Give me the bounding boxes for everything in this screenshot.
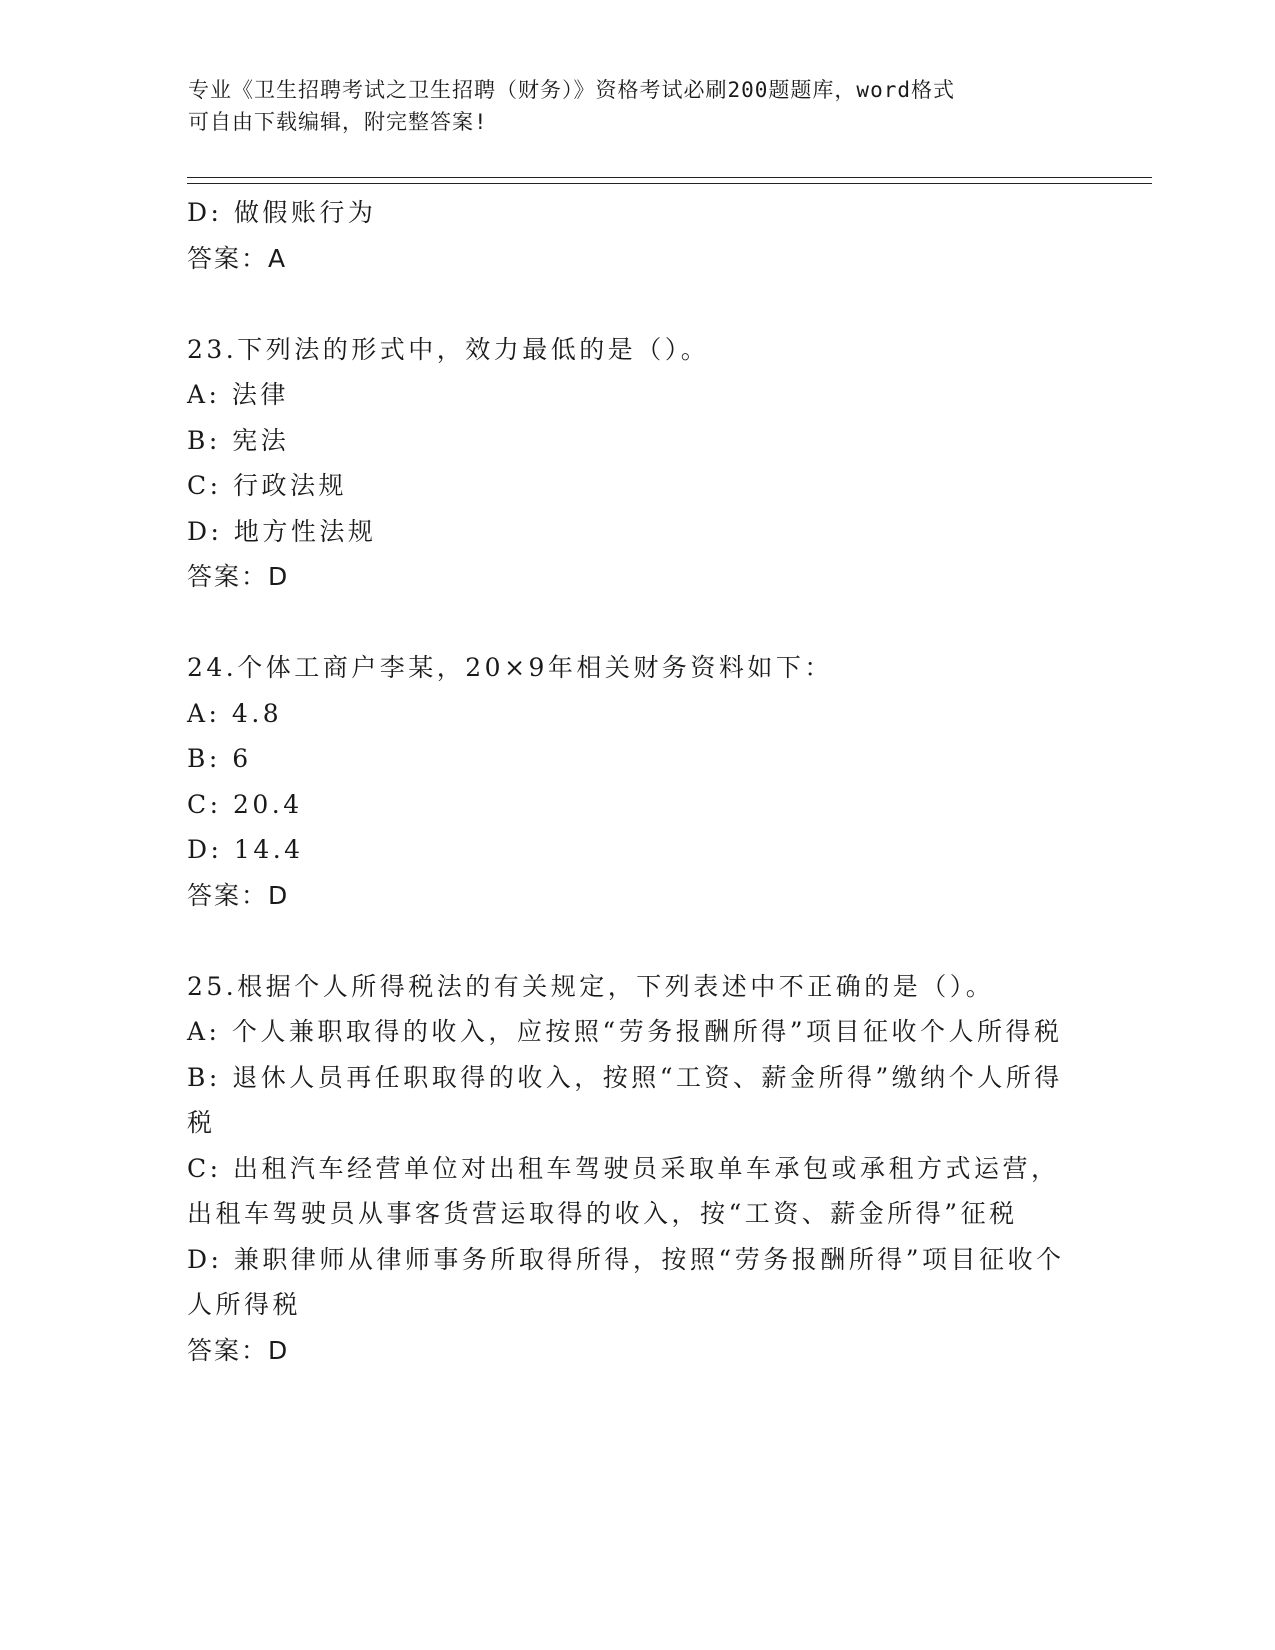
question-24 [187, 645, 1087, 918]
document-header [188, 74, 1068, 138]
header-divider-top [187, 177, 1152, 178]
question-23 [187, 327, 1087, 600]
question-stem: 23.下列法的形式中，效力最低的是（）。 [187, 334, 710, 364]
question-spacer [187, 600, 1087, 646]
option-b: B: 宪法 [187, 425, 290, 455]
option-d: D: 做假账行为 [187, 198, 377, 227]
option-c: C: 出租汽车经营单位对出租车驾驶员采取单车承包或承租方式运营，出租车驾驶员从事客货营运取得的收入，按“工资、薪金所得”征税 [187, 1153, 1060, 1228]
answer-line: 答案：A [187, 243, 288, 273]
question-spacer [187, 918, 1087, 964]
question-stem: 25.根据个人所得税法的有关规定，下列表述中不正确的是（）。 [187, 971, 995, 1001]
option-d: D: 14.4 [187, 835, 304, 864]
option-d: D: 兼职律师从律师事务所取得所得，按照“劳务报酬所得”项目征收个人所得税 [187, 1244, 1065, 1319]
option-b: B: 退休人员再任职取得的收入，按照“工资、薪金所得”缴纳个人所得税 [187, 1062, 1063, 1137]
header-title-line-2: 可自由下载编辑，附完整答案! [188, 110, 488, 134]
question-stem: 24.个体工商户李某，20×9年相关财务资料如下： [187, 653, 833, 682]
option-c: C: 20.4 [187, 789, 303, 819]
option-a: A: 4.8 [187, 698, 283, 728]
previous-question-tail [187, 190, 1087, 281]
header-title-line-1: 专业《卫生招聘考试之卫生招聘（财务）》资格考试必刷200题题库，word格式 [188, 78, 955, 102]
option-a: A: 法律 [187, 380, 289, 409]
option-b: B: 6 [187, 744, 252, 773]
answer-line: 答案：D [187, 880, 290, 910]
answer-line: 答案：D [187, 1335, 290, 1365]
question-spacer [187, 281, 1087, 327]
option-a: A: 个人兼职取得的收入，应按照“劳务报酬所得”项目征收个人所得税 [187, 1017, 1063, 1046]
option-d: D: 地方性法规 [187, 516, 377, 546]
question-25 [187, 964, 1087, 1374]
question-list [187, 190, 1087, 1373]
answer-line: 答案：D [187, 562, 290, 591]
option-c: C: 行政法规 [187, 471, 347, 500]
header-divider-bottom [187, 183, 1152, 184]
